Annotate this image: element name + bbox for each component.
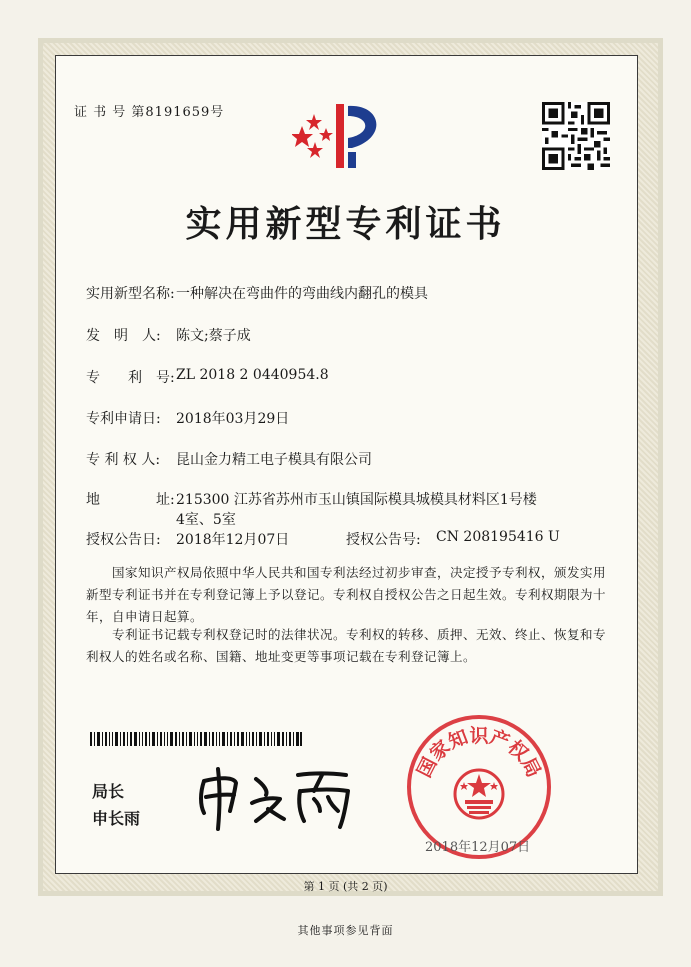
- field-value-address-line2: 4室、5室: [176, 512, 236, 528]
- grant-number-label: 授权公告号:: [346, 532, 421, 548]
- grant-date-value: 2018年12月07日: [176, 532, 290, 548]
- certificate-number: 证 书 号 第8191659号: [74, 105, 225, 120]
- field-label-patent-number: 专 利 号:: [86, 370, 175, 386]
- field-label-inventor: 发 明 人:: [86, 328, 161, 344]
- field-value-filing-date: 2018年03月29日: [176, 411, 290, 427]
- field-value-inventor: 陈文;蔡子成: [176, 328, 251, 344]
- seal-date: 2018年12月07日: [425, 840, 531, 855]
- svg-text:国家知识产权局: 国家知识产权局: [413, 724, 545, 781]
- qr-code-icon: [542, 102, 610, 170]
- handwritten-signature: [190, 763, 360, 833]
- field-label-patentee: 专 利 权 人:: [86, 452, 161, 468]
- field-value-patentee: 昆山金力精工电子模具有限公司: [176, 452, 372, 468]
- page-number: 第 1 页 (共 2 页): [303, 880, 388, 893]
- grant-number-value: CN 208195416 U: [436, 529, 560, 545]
- back-note: 其他事项参见背面: [297, 924, 394, 937]
- grant-date-label: 授权公告日:: [86, 532, 161, 548]
- barcode-icon: [90, 732, 302, 746]
- field-value-patent-number: ZL 2018 2 0440954.8: [176, 367, 329, 383]
- statement-paragraph-1: 国家知识产权局依照中华人民共和国专利法经过初步审查，决定授予专利权，颁发实用新型专利证书并在专利登记簿上予以登记。专利权自授权公告之日起生效。专利权期限为十年，自申请日起算。: [86, 565, 607, 624]
- statement-paragraph-2: 专利证书记载专利权登记时的法律状况。专利权的转移、质押、无效、终止、恢复和专利权人的姓名或名称、国籍、地址变更等事项记载在专利登记簿上。: [86, 627, 607, 664]
- page-title: 实用新型专利证书: [185, 203, 506, 245]
- field-label-address: 地 址:: [86, 492, 175, 508]
- field-label-name: 实用新型名称:: [86, 286, 175, 302]
- field-value-name: 一种解决在弯曲件的弯曲线内翻孔的模具: [176, 286, 428, 302]
- signature-name: 申长雨: [92, 809, 141, 828]
- signature-title: 局长: [92, 782, 125, 801]
- patent-office-logo-icon: [292, 98, 390, 170]
- field-value-address: 215300 江苏省苏州市玉山镇国际模具城模具材料区1号楼: [176, 492, 537, 508]
- field-label-filing-date: 专利申请日:: [86, 411, 161, 427]
